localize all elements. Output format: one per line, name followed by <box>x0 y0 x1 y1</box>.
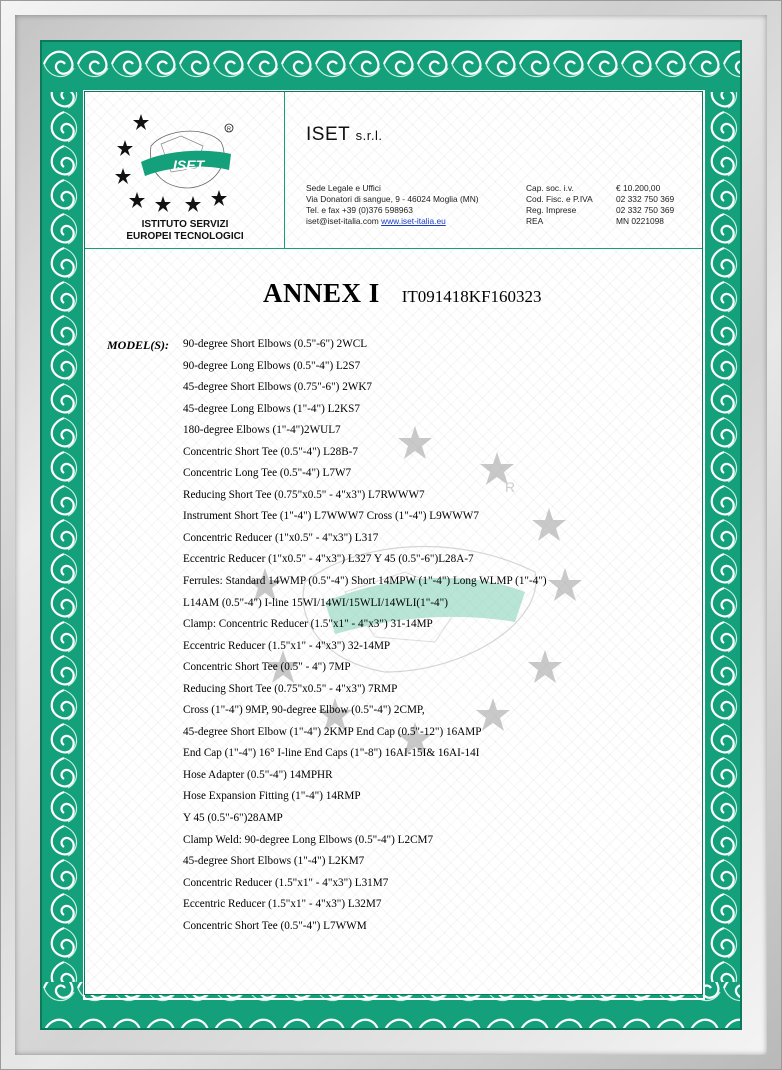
certificate-paper <box>84 91 703 995</box>
model-item: 45-degree Long Elbows (1"-4") L2KS7 <box>183 402 360 415</box>
model-item: Cross (1"-4") 9MP, 90-degree Elbow (0.5"-4") 2CMP, <box>183 704 425 717</box>
model-item: Ferrules: Standard 14WMP (0.5"-4") Short 14MPW (1"-4") Long WLMP (1"-4") <box>183 575 547 588</box>
registry-value: 02 332 750 369 <box>616 194 675 204</box>
logo-wordmark: ISET <box>173 157 205 173</box>
svg-text:R: R <box>227 126 231 133</box>
certificate-code: IT091418KF160323 <box>401 287 542 306</box>
model-item: Eccentric Reducer (1.5"x1" - 4"x3") L32M7 <box>183 898 382 911</box>
model-item: Reducing Short Tee (0.75"x0.5" - 4"x3") 7RMP <box>183 682 398 695</box>
registry-label: Reg. Imprese <box>526 205 577 215</box>
model-item: Concentric Short Tee (0.5"-4") L7WWM <box>183 919 367 932</box>
models-label: MODEL(S): <box>107 338 169 352</box>
model-item: End Cap (1"-4") 16° I-line End Caps (1"-8") 16AI-15I& 16AI-14I <box>183 747 480 760</box>
company-name <box>306 124 383 146</box>
website-link[interactable]: www.iset-italia.eu <box>381 216 446 226</box>
model-item: 90-degree Long Elbows (0.5"-4") L2S7 <box>183 359 361 372</box>
annex-title-row <box>263 278 542 309</box>
address-contacts <box>306 216 479 227</box>
registry-values <box>616 183 674 227</box>
registry-label: REA <box>526 216 544 226</box>
watermark-star <box>548 568 582 601</box>
model-item: 45-degree Short Elbows (1"-4") L2KM7 <box>183 855 365 868</box>
address-street: Via Donatori di sangue, 9 - 46024 Moglia (MN) <box>306 194 479 204</box>
annex-title: ANNEX I <box>263 278 380 308</box>
models-list <box>183 338 547 941</box>
registry-labels <box>526 183 593 227</box>
company-name-main: ISET <box>306 124 350 145</box>
model-item: L14AM (0.5"-4") I-line 15WI/14WI/15WLI/14WLI(1"-4") <box>183 596 448 609</box>
model-item: Eccentric Reducer (1"x0.5" - 4"x3") L327 Y 45 (0.5"-6")L28A-7 <box>183 553 474 566</box>
registry-label: Cod. Fisc. e P.IVA <box>526 194 593 204</box>
svg-text:R: R <box>505 479 516 495</box>
model-item: Hose Expansion Fitting (1"-4") 14RMP <box>183 790 361 803</box>
company-address-block <box>306 183 479 227</box>
address-phone: Tel. e fax +39 (0)376 598963 <box>306 205 413 215</box>
model-item: Concentric Long Tee (0.5"-4") L7W7 <box>183 467 352 480</box>
model-item: Concentric Short Tee (0.5"-4") L28B-7 <box>183 445 358 458</box>
model-item: Concentric Short Tee (0.5" - 4") 7MP <box>183 661 351 674</box>
model-item: Clamp Weld: 90-degree Long Elbows (0.5"-4") L2CM7 <box>183 833 434 846</box>
address-heading: Sede Legale e Uffici <box>306 183 381 193</box>
company-name-suffix: s.r.l. <box>355 128 383 143</box>
iset-logo <box>111 106 261 216</box>
model-item: Eccentric Reducer (1.5"x1" - 4"x3") 32-14MP <box>183 639 391 652</box>
address-email[interactable]: iset@iset-italia.com <box>306 216 379 226</box>
model-item: Concentric Reducer (1"x0.5" - 4"x3") L317 <box>183 531 379 544</box>
registry-value: 02 332 750 369 <box>616 205 675 215</box>
model-item: Hose Adapter (0.5"-4") 14MPHR <box>183 768 333 781</box>
model-item: 45-degree Short Elbow (1"-4") 2KMP End Cap (0.5"-12") 16AMP <box>183 725 482 738</box>
model-item: Y 45 (0.5"-6")28AMP <box>183 812 283 825</box>
logo-caption-line1: ISTITUTO SERVIZI <box>141 219 229 230</box>
model-item: 90-degree Short Elbows (0.5"-6") 2WCL <box>183 338 368 350</box>
model-item: Reducing Short Tee (0.75"x0.5" - 4"x3") L7RWWW7 <box>183 488 425 501</box>
model-item: Concentric Reducer (1.5"x1" - 4"x3") L31M7 <box>183 876 389 889</box>
registry-value: MN 0221098 <box>616 216 664 226</box>
logo-caption-line2: EUROPEI TECNOLOGICI <box>126 231 244 242</box>
model-item: Instrument Short Tee (1"-4") L7WWW7 Cross (1"-4") L9WWW7 <box>183 510 479 523</box>
logo-caption <box>89 219 281 243</box>
registry-label: Cap. soc. i.v. <box>526 183 574 193</box>
model-item: 180-degree Elbows (1"-4")2WUL7 <box>183 424 341 437</box>
certificate-header <box>85 92 702 249</box>
model-item: 45-degree Short Elbows (0.75"-6") 2WK7 <box>183 381 373 394</box>
model-item: Clamp: Concentric Reducer (1.5"x1" - 4"x3") 31-14MP <box>183 618 433 631</box>
registry-value: € 10.200,00 <box>616 183 661 193</box>
header-divider <box>284 92 285 249</box>
